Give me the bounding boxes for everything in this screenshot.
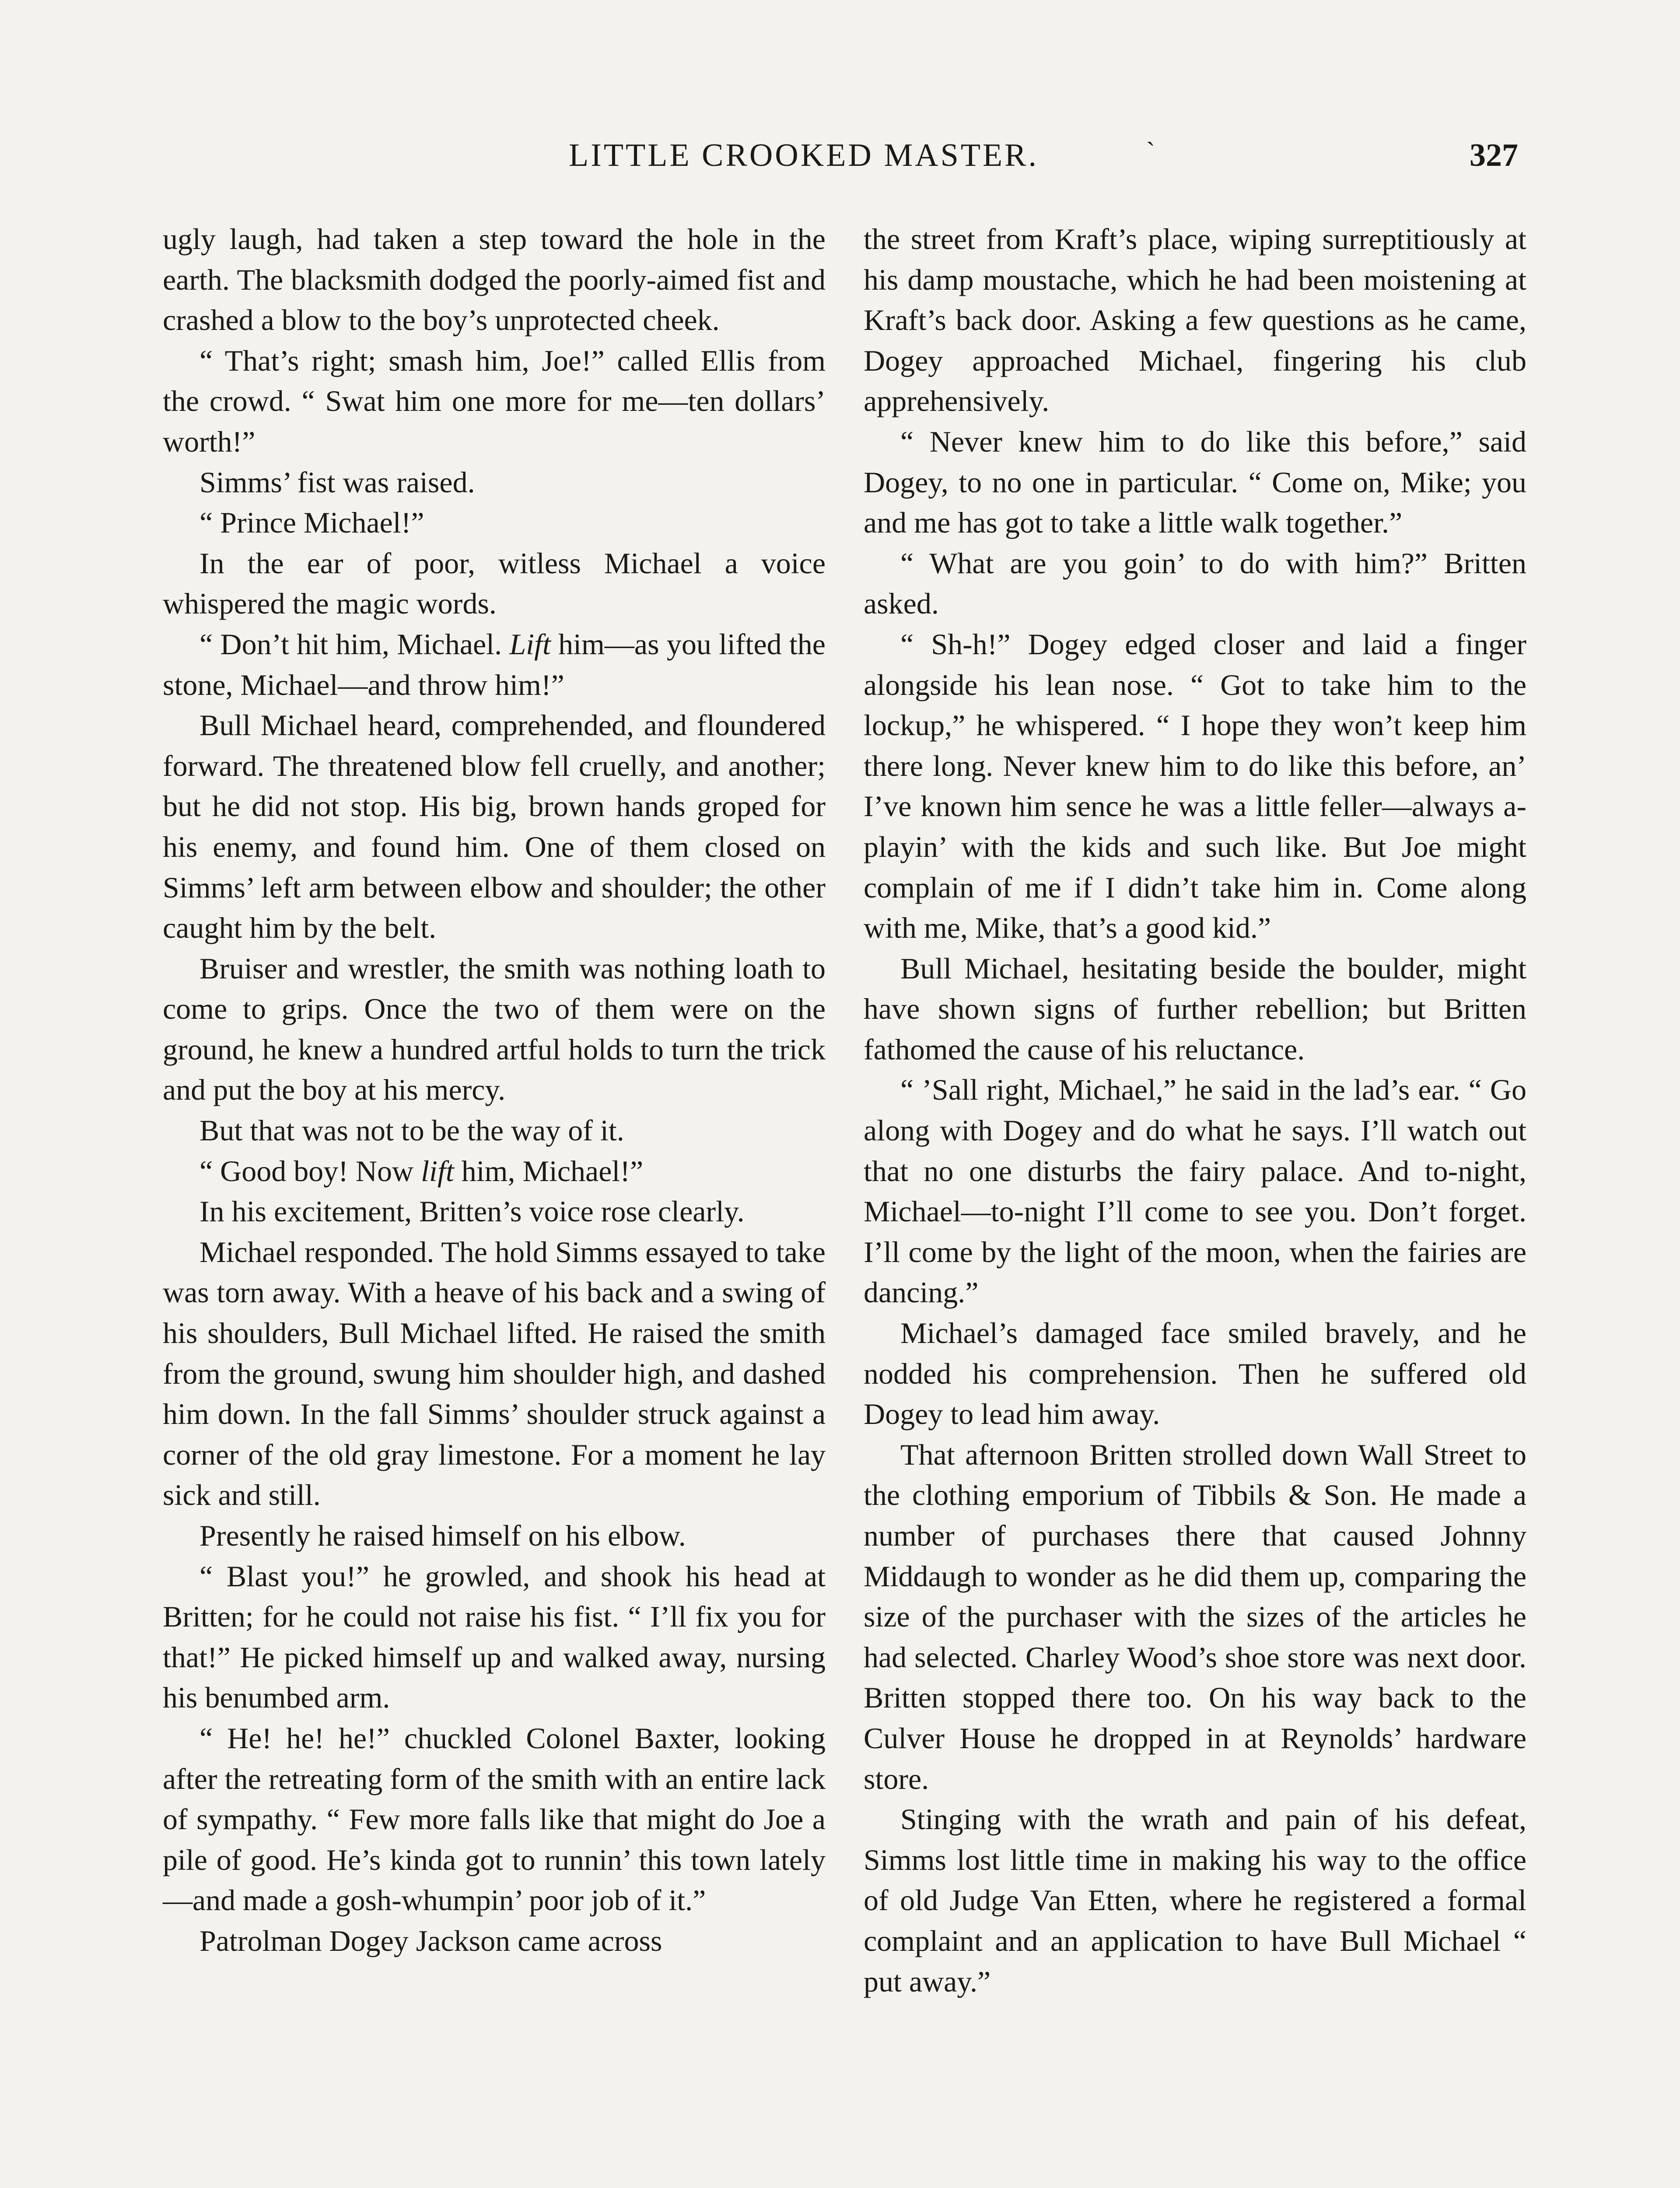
text-run: “ Good boy! Now — [200, 1154, 421, 1188]
paragraph: That afternoon Britten strolled down Wall Street to the clothing emporium of Tibbils & Son. He made a number of purchases there that caused Johnny Middaugh to wonder as he did them up, comparing the size of the purchaser with the sizes of the articles he had selected. Charley Wood’s shoe store was next door. Britten stopped there too. On his way back to the Culver House he dropped in at Reynolds’ hardware store. — [864, 1438, 1526, 1795]
paragraph: “ Prince Michael!” — [200, 506, 424, 540]
paragraph: ugly laugh, had taken a step toward the hole in the earth. The blacksmith dodged the poorly-aimed fist and crashed a blow to the boy’s unprotected cheek. — [163, 222, 826, 337]
paragraph: Bruiser and wrestler, the smith was nothing loath to come to grips. Once the two of them were on the ground, he knew a hundred artful holds to turn the trick and put the boy at his mercy. — [163, 951, 826, 1107]
paragraph — [163, 624, 826, 705]
paragraph: “ Blast you!” he growled, and shook his head at Britten; for he could not raise his fist. “ I’ll fix you for that!” He picked himself up and walked away, nursing his benumbed arm. — [163, 1559, 826, 1715]
paragraph: Bull Michael heard, comprehended, and floundered forward. The threatened blow fell cruelly, and another; but he did not stop. His big, brown hands groped for his enemy, and found him. One of them closed on Simms’ left arm between elbow and shoulder; the other caught him by the belt. — [163, 708, 826, 945]
right-text-column — [864, 219, 1526, 2002]
text-run: him—as you lifted the stone, Michael—and throw him!” — [163, 627, 826, 701]
paragraph — [163, 1151, 826, 1192]
paragraph: “ Never knew him to do like this before,” said Dogey, to no one in particular. “ Come on, Mike; you and me has got to take a little walk together.” — [864, 424, 1526, 540]
italic-word: lift — [421, 1154, 454, 1188]
paragraph: Patrolman Dogey Jackson came across — [200, 1924, 662, 1957]
paragraph: “ ’Sall right, Michael,” he said in the lad’s ear. “ Go along with Dogey and do what he says. I’ll watch out that no one disturbs the fairy palace. And to-night, Michael—to-night I’ll come to see you. Don’t forget. I’ll come by the light of the moon, when the fairies are dancing.” — [864, 1073, 1526, 1309]
paragraph: But that was not to be the way of it. — [200, 1114, 624, 1147]
paragraph: “ Sh-h!” Dogey edged closer and laid a finger alongside his lean nose. “ Got to take him to the lockup,” he whispered. “ I hope they won’t keep him there long. Never knew him to do like this before, an’ I’ve known him sence he was a little feller—always a-playin’ with the kids and such like. But Joe might complain of me if I didn’t take him in. Come along with me, Mike, that’s a good kid.” — [864, 627, 1526, 945]
running-head-title: LITTLE CROOKED MASTER. — [569, 137, 1039, 173]
paragraph: Stinging with the wrath and pain of his defeat, Simms lost little time in making his way to the office of old Judge Van Etten, where he registered a formal complaint and an application to have Bull Michael “ put away.” — [864, 1802, 1526, 1998]
paragraph: Bull Michael, hesitating beside the boulder, might have shown signs of further rebellion; but Britten fathomed the cause of his reluctance. — [864, 951, 1526, 1066]
paragraph: “ What are you goin’ to do with him?” Britten asked. — [864, 546, 1526, 621]
paragraph: Presently he raised himself on his elbow. — [200, 1519, 686, 1552]
text-run: him, Michael!” — [454, 1154, 644, 1188]
paragraph: the street from Kraft’s place, wiping surreptitiously at his damp moustache, which he had been moistening at Kraft’s back door. Asking a few questions as he came, Dogey approached Michael, fingering his club apprehensively. — [864, 222, 1526, 418]
page-number: 327 — [1470, 137, 1518, 173]
paragraph: In the ear of poor, witless Michael a voice whispered the magic words. — [163, 546, 826, 621]
italic-word: Lift — [509, 627, 551, 661]
paragraph: Simms’ fist was raised. — [200, 465, 475, 499]
paragraph: Michael responded. The hold Simms essayed to take was torn away. With a heave of his back and a swing of his shoulders, Bull Michael lifted. He raised the smith from the ground, swung him shoulder high, and dashed him down. In the fall Simms’ shoulder struck against a corner of the old gray limestone. For a moment he lay sick and still. — [163, 1235, 826, 1512]
stray-print-mark: ` — [1146, 137, 1155, 166]
paragraph: In his excitement, Britten’s voice rose clearly. — [200, 1195, 745, 1228]
paragraph: “ That’s right; smash him, Joe!” called Ellis from the crowd. “ Swat him one more for me—ten dollars’ worth!” — [163, 344, 826, 458]
paragraph: Michael’s damaged face smiled bravely, and he nodded his comprehension. Then he suffered old Dogey to lead him away. — [864, 1316, 1526, 1431]
text-run: “ Don’t hit him, Michael. — [200, 627, 510, 661]
paragraph: “ He! he! he!” chuckled Colonel Baxter, looking after the retreating form of the smith with an entire lack of sympathy. “ Few more falls like that might do Joe a pile of good. He’s kinda got to runnin’ this town lately—and made a gosh-whumpin’ poor job of it.” — [163, 1721, 826, 1917]
left-text-column — [163, 219, 826, 1961]
